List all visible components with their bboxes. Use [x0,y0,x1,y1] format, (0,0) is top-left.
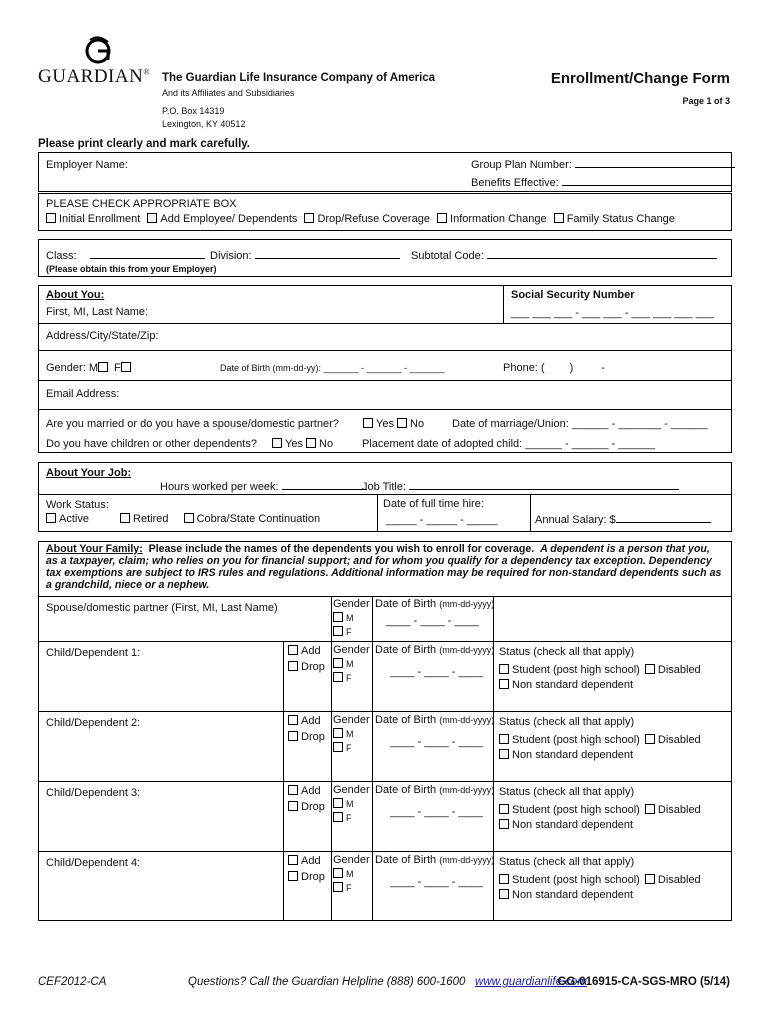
child-3-nonstandard-checkbox[interactable]: Non standard dependent [499,819,633,831]
salary-field[interactable] [535,513,711,526]
email-label: Email Address: [46,388,120,400]
class-note: (Please obtain this from your Employer) [46,264,217,274]
dob-field[interactable]: Date of Birth (mm-dd-yy): _______ - _______ - _______ [220,363,445,373]
child-1-status-options [499,664,701,676]
check-options [46,213,675,225]
class-label: Class: [46,250,77,262]
child-3-gender-f[interactable]: F [333,812,352,824]
spouse-label: Spouse/domestic partner (First, MI, Last Name) [46,602,278,614]
spouse-dob-field[interactable]: ____ - ____ - ____ [386,615,479,627]
ssn-label: Social Security Number [511,289,635,301]
child-4-nonstandard-checkbox[interactable]: Non standard dependent [499,889,633,901]
child-2-add-checkbox[interactable]: Add [288,715,321,727]
child-2-dob-label: Date of Birth (mm-dd-yyyy) [375,714,495,726]
subtotal-field[interactable] [411,249,717,262]
spouse-gender-label: Gender [333,598,370,610]
ssn-field[interactable]: ___ ___ ___ - ___ ___ - ___ ___ ___ ___ [511,307,715,319]
about-family-title: About Your Family: [46,543,143,555]
child-4-gender-f[interactable]: F [333,882,352,894]
cobra-checkbox[interactable]: Cobra/State Continuation [184,513,321,525]
active-checkbox[interactable]: Active [46,513,89,525]
gender-m-checkbox[interactable] [98,362,108,372]
guardian-website-link[interactable]: www.guardianlife.com [475,976,587,988]
trademark: ® [143,67,150,77]
po-box: P.O. Box 14319 [162,106,225,116]
child-1-gender-f[interactable]: F [333,672,352,684]
married-yes-checkbox[interactable]: Yes [363,418,394,430]
family-status-checkbox[interactable]: Family Status Change [554,213,675,225]
children-no-checkbox[interactable]: No [306,438,333,450]
phone-field[interactable]: Phone: ( ) - [503,362,605,374]
child-2-status-label: Status (check all that apply) [499,716,635,728]
child-2-gender-label: Gender [333,714,370,726]
child-2-gender-f[interactable]: F [333,742,352,754]
about-you-title: About You: [46,289,105,301]
work-status-options [46,513,320,525]
work-status-label: Work Status: [46,499,109,511]
child-4-disabled-checkbox[interactable]: Disabled [645,874,701,886]
job-title-field[interactable] [362,480,679,493]
guardian-logo [38,30,148,90]
child-3-status-label: Status (check all that apply) [499,786,635,798]
job-title-label: Job Title: [362,481,407,493]
form-title: Enrollment/Change Form [550,70,730,87]
child-1-label: Child/Dependent 1: [46,647,141,659]
group-plan-label: Group Plan Number: [471,159,572,171]
child-4-gender-m[interactable]: M [333,868,354,880]
affiliates-text: And its Affiliates and Subsidiaries [162,88,295,98]
company-name: The Guardian Life Insurance Company of America [162,72,436,84]
child-3-add-checkbox[interactable]: Add [288,785,321,797]
salary-label: Annual Salary: $ [535,514,616,526]
instructions: Please print clearly and mark carefully. [38,138,251,150]
child-2-status-options [499,734,701,746]
child-3-disabled-checkbox[interactable]: Disabled [645,804,701,816]
children-options [272,438,333,450]
child-1-disabled-checkbox[interactable]: Disabled [645,664,701,676]
child-3-dob-field[interactable]: ____ - ____ - ____ [390,806,483,818]
children-question: Do you have children or other dependents? [46,438,257,450]
gender-field [46,362,134,374]
benefits-effective-label: Benefits Effective: [471,177,559,189]
child-2-drop-checkbox[interactable]: Drop [288,731,325,743]
gender-f-checkbox[interactable] [121,362,131,372]
city-state-zip: Lexington, KY 40512 [162,119,246,129]
child-4-student-checkbox[interactable]: Student (post high school) [499,874,640,886]
family-intro-text: Please include the names of the dependents you wish to enroll for coverage. [148,543,535,555]
child-4-gender-label: Gender [333,854,370,866]
child-3-gender-m[interactable]: M [333,798,354,810]
child-1-student-checkbox[interactable]: Student (post high school) [499,664,640,676]
child-2-student-checkbox[interactable]: Student (post high school) [499,734,640,746]
child-4-status-label: Status (check all that apply) [499,856,635,868]
child-3-gender-label: Gender [333,784,370,796]
child-1-gender-m[interactable]: M [333,658,354,670]
child-4-add-checkbox[interactable]: Add [288,855,321,867]
group-plan-number[interactable] [471,158,735,171]
check-title: PLEASE CHECK APPROPRIATE BOX [46,198,237,210]
child-1-dob-field[interactable]: ____ - ____ - ____ [390,666,483,678]
drop-coverage-checkbox[interactable]: Drop/Refuse Coverage [304,213,430,225]
initial-enrollment-checkbox[interactable]: Initial Enrollment [46,213,140,225]
gender-m-label: M [88,362,98,374]
family-intro [46,543,724,591]
child-1-gender-label: Gender [333,644,370,656]
gender-label: Gender: [46,362,86,374]
child-4-label: Child/Dependent 4: [46,857,141,869]
adopted-date-field[interactable]: Placement date of adopted child: ______ - ______ - ______ [362,438,655,450]
division-field[interactable] [210,249,400,262]
child-3-label: Child/Dependent 3: [46,787,141,799]
child-1-status-label: Status (check all that apply) [499,646,635,658]
brand-name: GUARDIAN [38,66,144,87]
hire-date-label: Date of full time hire: [383,498,484,510]
child-1-nonstandard-checkbox[interactable]: Non standard dependent [499,679,633,691]
retired-checkbox[interactable]: Retired [120,513,168,525]
spouse-gender-f[interactable]: F [333,626,352,638]
child-3-student-checkbox[interactable]: Student (post high school) [499,804,640,816]
child-3-drop-checkbox[interactable]: Drop [288,801,325,813]
married-options [363,418,424,430]
child-1-drop-checkbox[interactable]: Drop [288,661,325,673]
married-no-checkbox[interactable]: No [397,418,424,430]
subtotal-label: Subtotal Code: [411,250,484,262]
page-number: Page 1 of 3 [682,96,730,106]
spouse-dob-label: Date of Birth (mm-dd-yyyy) [375,598,495,610]
child-3-dob-label: Date of Birth (mm-dd-yyyy) [375,784,495,796]
footer-code: CEF2012-CA [38,976,107,988]
child-2-nonstandard-checkbox[interactable]: Non standard dependent [499,749,633,761]
married-question: Are you married or do you have a spouse/domestic partner? [46,418,339,430]
footer-helpline [188,976,587,988]
child-4-status-options [499,874,701,886]
child-4-drop-checkbox[interactable]: Drop [288,871,325,883]
family-intro-italic: A dependent is a person that you, as a taxpayer, claim; who relies on you for financial support; and for whom you qualify for a dependency tax exception. Dependency tax exemptions are subject to IRS rules and regulations. Additional information may be required for non-standard dependents such as a grandchild, niece or a nephew. [46,543,722,591]
about-job-title: About Your Job: [46,467,132,479]
add-employee-checkbox[interactable]: Add Employee/ Dependents [147,213,297,225]
helpline-text: Questions? Call the Guardian Helpline (888) 600-1600 [188,976,466,988]
footer-form-number: GG-016915-CA-SGS-MRO (5/14) [557,976,730,988]
child-3-status-options [499,804,701,816]
hire-date-field[interactable]: _____ - _____ - _____ [386,514,498,526]
children-yes-checkbox[interactable]: Yes [272,438,303,450]
spouse-gender-m[interactable]: M [333,612,354,624]
gender-f-label: F [114,362,121,374]
child-2-label: Child/Dependent 2: [46,717,141,729]
address-label: Address/City/State/Zip: [46,330,159,342]
hours-label: Hours worked per week: [160,481,279,493]
division-label: Division: [210,250,252,262]
hours-field[interactable] [160,480,367,493]
child-4-dob-label: Date of Birth (mm-dd-yyyy) [375,854,495,866]
child-2-disabled-checkbox[interactable]: Disabled [645,734,701,746]
employer-name-label: Employer Name: [46,159,128,171]
child-2-gender-m[interactable]: M [333,728,354,740]
child-1-dob-label: Date of Birth (mm-dd-yyyy) [375,644,495,656]
child-4-dob-field[interactable]: ____ - ____ - ____ [390,876,483,888]
marriage-date-field[interactable]: Date of marriage/Union: ______ - _______ - ______ [452,418,708,430]
child-2-dob-field[interactable]: ____ - ____ - ____ [390,736,483,748]
name-label: First, MI, Last Name: [46,306,149,318]
employer-name-field[interactable] [140,156,460,172]
information-change-checkbox[interactable]: Information Change [437,213,547,225]
class-field[interactable] [46,249,205,262]
child-1-add-checkbox[interactable]: Add [288,645,321,657]
phone-label: Phone: [503,362,538,374]
benefits-effective[interactable] [471,176,732,189]
